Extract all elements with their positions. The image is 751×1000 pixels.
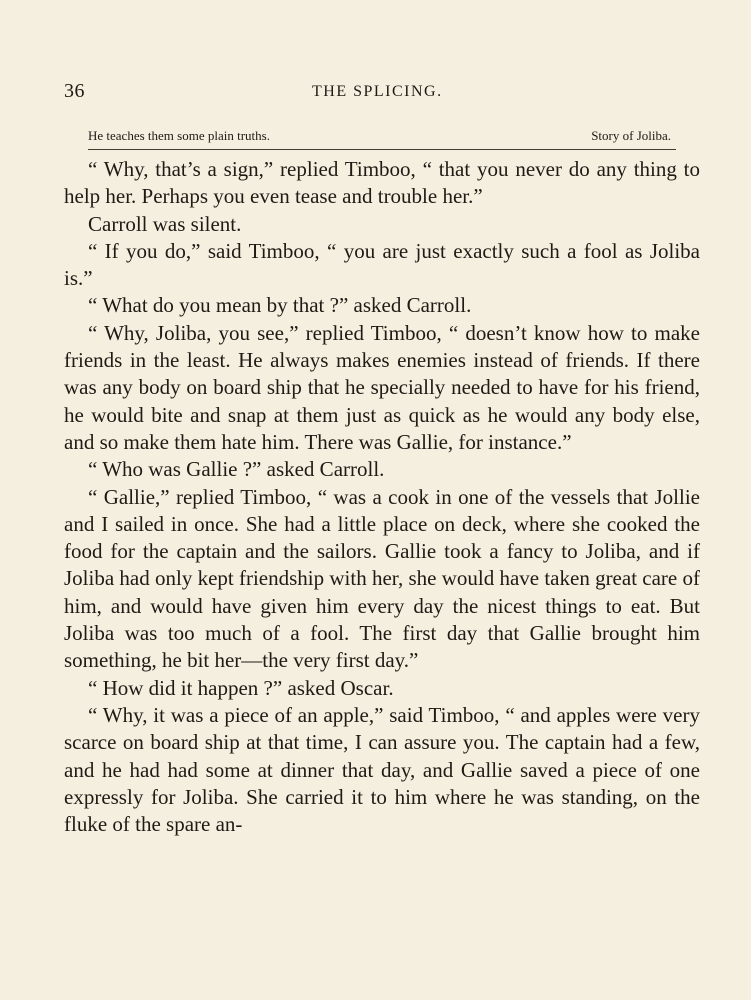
paragraph: “ Gallie,” replied Timboo, “ was a cook in one of the vessels that Jollie and I sailed in once. She had a little place on deck, where she cooked the food for the captain and the sailors. Gallie took a fancy to Joliba, and if Joliba had only kept friendship with her, she would have taken great care of him, and would have given him every day the nicest things to eat. But Joliba was too much of a fool. The first day that Gallie brought him something, he bit her—the very first day.” [64,484,700,673]
subhead-right-caption: Story of Joliba. [591,128,671,143]
page-number: 36 [64,80,85,102]
page-header [64,80,699,108]
subhead-left-caption: He teaches them some plain truths. [88,128,270,143]
header-rule [88,149,676,150]
paragraph: “ What do you mean by that ?” asked Carroll. [88,293,472,318]
paragraph: “ Why, Joliba, you see,” replied Timboo, “ doesn’t know how to make friends in the least. He always makes enemies instead of friends. If there was any body on board ship that he specially needed to have for his friend, he would bite and snap at them just as quick as he would any body else, and so make them hate him. There was Gallie, for instance.” [64,320,700,454]
paragraph: “ If you do,” said Timboo, “ you are just exactly such a fool as Joliba is.” [64,238,700,291]
paragraph: “ Who was Gallie ?” asked Carroll. [88,457,385,482]
subhead [88,128,675,148]
paragraph: “ How did it happen ?” asked Oscar. [88,675,394,700]
paragraph: Carroll was silent. [88,211,242,236]
paragraph: “ Why, that’s a sign,” replied Timboo, “ that you never do any thing to help her. Perhaps you even tease and trouble her.” [64,157,700,209]
running-head: THE SPLICING. [312,83,443,100]
page-body [64,156,700,838]
paragraph: “ Why, it was a piece of an apple,” said Timboo, “ and apples were very scarce on board ship at that time, I can assure you. The captain had a few, and he had had some at dinner that day, and Gallie saved a piece of one expressly for Joliba. She carried it to him where he was standing, on the fluke of the spare an- [64,702,700,837]
